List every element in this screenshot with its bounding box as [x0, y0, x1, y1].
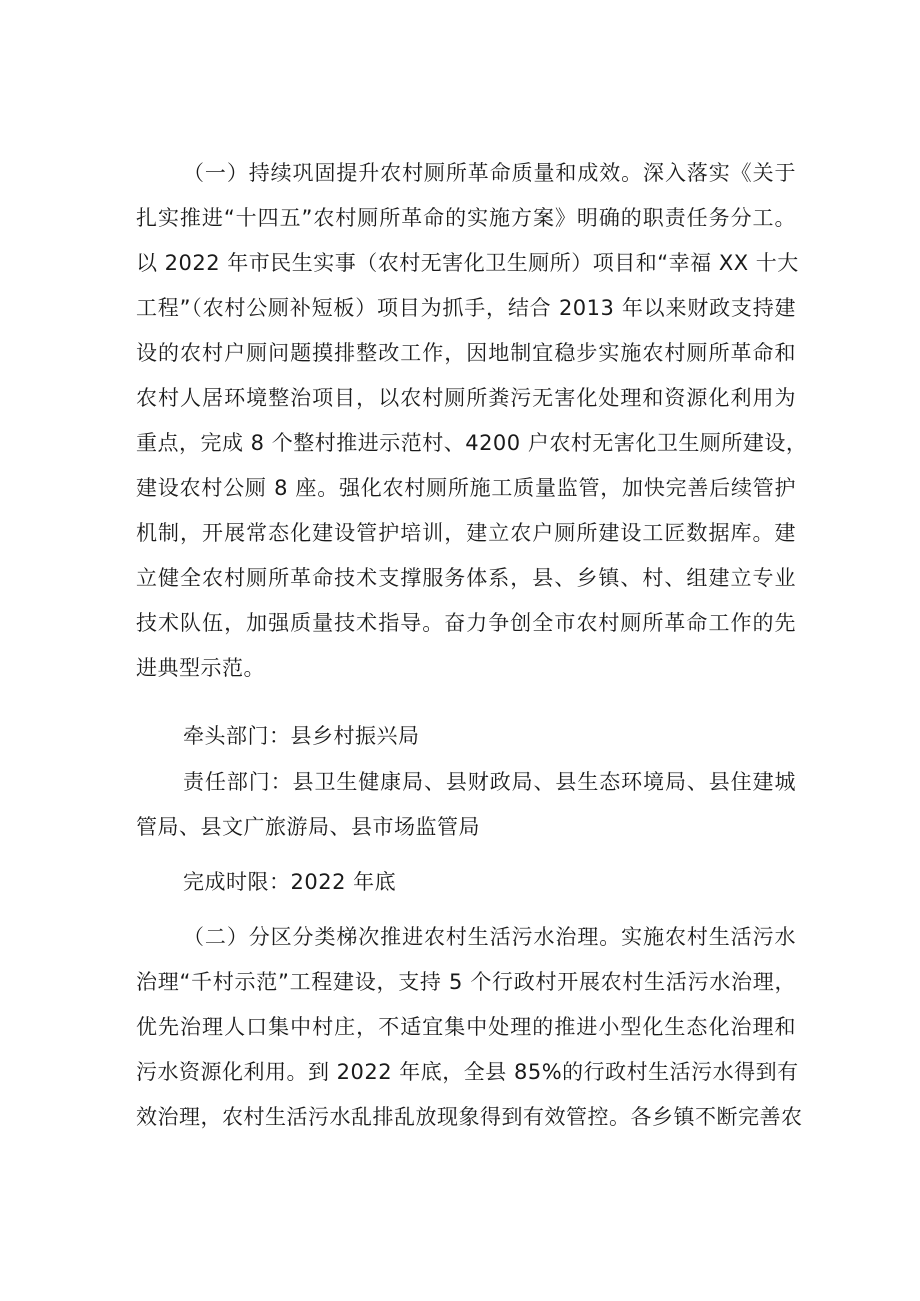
paragraph-line: 重点，完成 8 个整村推进示范村、4200 户农村无害化卫生厕所建设，	[136, 431, 808, 455]
paragraph-line: 效治理，农村生活污水乱排乱放现象得到有效管控。各乡镇不断完善农	[136, 1105, 803, 1129]
paragraph-line: 进典型示范。	[136, 656, 265, 680]
paragraph-line: 设的农村户厕问题摸排整改工作，因地制宜稳步实施农村厕所革命和	[136, 341, 796, 365]
lead-department: 牵头部门：县乡村振兴局	[183, 724, 420, 748]
paragraph-line: 优先治理人口集中村庄，不适宜集中处理的推进小型化生态化治理和	[136, 1015, 796, 1039]
paragraph-line: 治理“千村示范”工程建设，支持 5 个行政村开展农村生活污水治理，	[136, 970, 796, 994]
paragraph-line: 扎实推进“十四五”农村厕所革命的实施方案》明确的职责任务分工。	[136, 206, 796, 230]
paragraph-line: 立健全农村厕所革命技术支撑服务体系，县、乡镇、村、组建立专业	[136, 566, 796, 590]
paragraph-line: 管局、县文广旅游局、县市场监管局	[136, 815, 480, 839]
deadline: 完成时限：2022 年底	[183, 870, 397, 894]
paragraph-line: 机制，开展常态化建设管护培训，建立农户厕所建设工匠数据库。建	[136, 521, 796, 545]
paragraph-line: 责任部门：县卫生健康局、县财政局、县生态环境局、县住建城	[183, 770, 796, 794]
paragraph-line: 工程”（农村公厕补短板）项目为抓手，结合 2013 年以来财政支持建	[136, 296, 796, 320]
paragraph-line: 农村人居环境整治项目，以农村厕所粪污无害化处理和资源化利用为	[136, 386, 796, 410]
paragraph-line: 技术队伍，加强质量技术指导。奋力争创全市农村厕所革命工作的先	[136, 611, 796, 635]
paragraph-line: （二）分区分类梯次推进农村生活污水治理。实施农村生活污水	[183, 925, 796, 949]
paragraph-line: 以 2022 年市民生实事（农村无害化卫生厕所）项目和“幸福 XX 十大	[136, 251, 799, 275]
paragraph-line: （一）持续巩固提升农村厕所革命质量和成效。深入落实《关于	[183, 161, 796, 185]
paragraph-line: 建设农村公厕 8 座。强化农村厕所施工质量监管，加快完善后续管护	[136, 476, 796, 500]
paragraph-line: 污水资源化利用。到 2022 年底，全县 85%的行政村生活污水得到有	[136, 1060, 799, 1084]
